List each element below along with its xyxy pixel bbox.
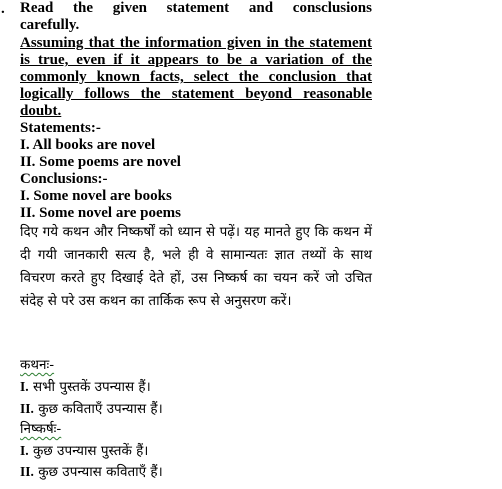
instruction-line-2: carefully. <box>20 17 80 33</box>
assumption-text: Assuming that the information given in the statement is true, even if it appears to be a variation of the commonly known facts, select the conclusion that logically follows the statement beyond reasonable doubt. <box>20 35 372 119</box>
statement-1: I. All books are novel <box>20 137 156 153</box>
statements-heading-hindi: कथनः- <box>20 357 55 373</box>
question-bullet: . <box>1 1 5 17</box>
statements-heading: Statements:- <box>20 120 101 136</box>
conclusion-hindi-1: I. कुछ उपन्यास पुस्तकें हैं। <box>20 443 149 459</box>
statement-2: II. Some poems are novel <box>20 154 181 170</box>
statement-hindi-2: II. कुछ कविताएँ उपन्यास हैं। <box>20 401 163 417</box>
conclusions-heading-hindi: निष्कर्षः- <box>20 421 62 437</box>
instruction-line-1: Read the given statement and consclusions <box>20 0 372 16</box>
conclusion-2: II. Some novel are poems <box>20 205 181 221</box>
instruction-hindi-paragraph: दिए गये कथन और निष्कर्षों को ध्यान से पढ़ें। यह मानते हुए कि कथन में दी गयी जानकारी सत्य है, भले ही वे सामान्यतः ज्ञात तथ्यों के साथ विचरण करते हुए दिखाई देते हों, उस निष्कर्ष का चयन करें जो उचित संदेह से परे उस कथन का तार्किक रूप से अनुसरण करें। <box>20 224 372 309</box>
assumption-paragraph <box>20 35 372 120</box>
statement-hindi-1: I. सभी पुस्तकें उपन्यास हैं। <box>20 379 151 395</box>
conclusion-1: I. Some novel are books <box>20 188 172 204</box>
conclusion-hindi-2: II. कुछ उपन्यास कविताएँ हैं। <box>20 464 163 480</box>
conclusions-heading: Conclusions:- <box>20 171 108 187</box>
